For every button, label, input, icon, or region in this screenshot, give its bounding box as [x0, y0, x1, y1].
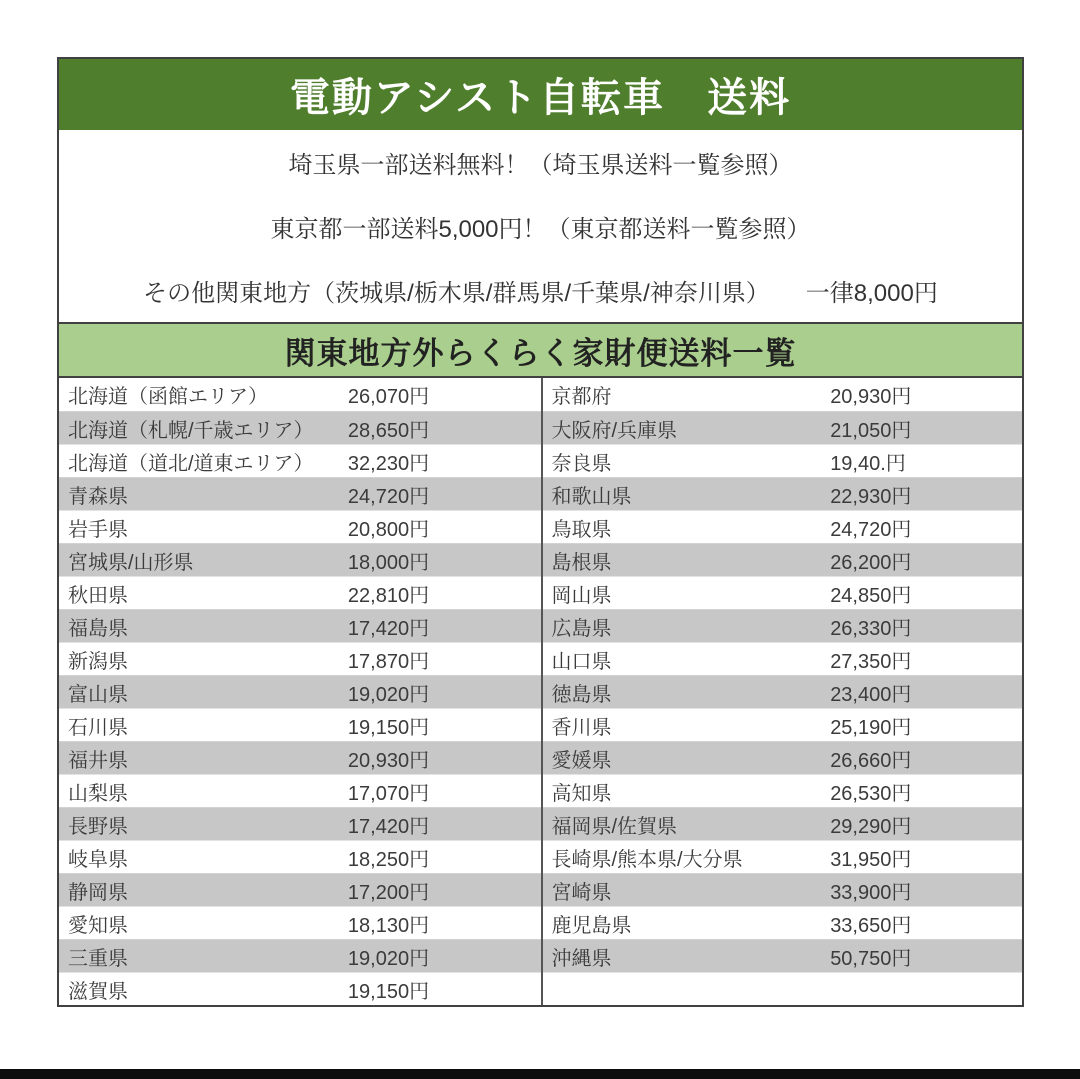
prefecture-cell: 島根県 — [551, 551, 612, 574]
price-cell: 24,720円 — [830, 518, 912, 541]
prefecture-cell: 秋田県 — [68, 584, 128, 607]
table-row — [59, 609, 541, 642]
prefecture-cell: 岩手県 — [68, 518, 128, 541]
prefecture-cell: 愛知県 — [68, 914, 128, 937]
fee-table-right-column — [541, 378, 1023, 1005]
page-title: 電動アシスト自転車 送料 — [289, 76, 792, 120]
price-cell: 31,950円 — [830, 848, 912, 871]
table-row — [59, 741, 541, 774]
prefecture-cell: 徳島県 — [551, 683, 612, 706]
price-cell: 20,800円 — [347, 518, 430, 541]
table-row — [543, 906, 1023, 939]
table-row — [543, 807, 1023, 840]
prefecture-cell: 長崎県/熊本県/大分県 — [551, 848, 743, 871]
price-cell: 20,930円 — [347, 749, 430, 772]
price-cell: 26,530円 — [830, 782, 912, 805]
table-row — [59, 972, 541, 1005]
table-row — [543, 708, 1023, 741]
price-cell: 26,330円 — [830, 617, 912, 640]
table-row — [59, 873, 541, 906]
fee-table — [59, 378, 1022, 1005]
prefecture-cell: 和歌山県 — [551, 485, 632, 508]
prefecture-cell: 奈良県 — [551, 452, 612, 475]
prefecture-cell: 香川県 — [551, 716, 612, 739]
table-row — [543, 576, 1023, 609]
prefecture-cell: 鹿児島県 — [551, 914, 632, 937]
prefecture-cell: 新潟県 — [68, 650, 128, 673]
prefecture-cell: 北海道（道北/道東エリア） — [68, 452, 314, 475]
table-row — [59, 774, 541, 807]
price-cell: 32,230円 — [347, 452, 430, 475]
price-cell: 50,750円 — [830, 947, 912, 970]
price-cell: 19,020円 — [347, 683, 430, 706]
price-cell: 18,130円 — [347, 914, 430, 937]
price-cell: 23,400円 — [830, 683, 912, 706]
price-cell: 29,290円 — [830, 815, 912, 838]
price-cell: 18,000円 — [347, 551, 430, 574]
prefecture-cell: 青森県 — [68, 485, 128, 508]
table-row — [543, 741, 1023, 774]
prefecture-cell: 静岡県 — [68, 881, 128, 904]
prefecture-cell: 滋賀県 — [68, 980, 128, 1003]
price-cell: 24,850円 — [830, 584, 912, 607]
fee-table-left-column — [59, 378, 541, 1005]
prefecture-cell: 岐阜県 — [68, 848, 128, 871]
table-title: 関東地方外らくらく家財便送料一覧 — [284, 335, 797, 371]
prefecture-cell: 北海道（札幌/千歳エリア） — [68, 419, 314, 442]
prefecture-cell: 広島県 — [551, 617, 612, 640]
table-row — [543, 972, 1023, 1005]
price-cell: 20,930円 — [830, 386, 912, 408]
table-row — [543, 378, 1023, 411]
table-row — [59, 576, 541, 609]
prefecture-cell: 愛媛県 — [551, 749, 612, 772]
price-cell: 22,930円 — [830, 485, 912, 508]
price-cell: 33,650円 — [830, 914, 912, 937]
table-row — [543, 609, 1023, 642]
table-row — [59, 642, 541, 675]
prefecture-cell: 大阪府/兵庫県 — [551, 419, 678, 442]
price-cell: 21,050円 — [830, 419, 912, 442]
table-row — [59, 708, 541, 741]
price-cell: 17,200円 — [347, 881, 430, 904]
table-row — [543, 510, 1023, 543]
price-cell: 17,870円 — [347, 650, 430, 673]
price-cell: 26,660円 — [830, 749, 912, 772]
shipping-notes — [59, 130, 1022, 322]
prefecture-cell: 鳥取県 — [551, 518, 612, 541]
page-title-banner — [59, 59, 1022, 130]
prefecture-cell: 高知県 — [551, 782, 612, 805]
prefecture-cell: 長野県 — [68, 815, 128, 838]
price-cell: 19,40.円 — [830, 452, 906, 475]
table-row — [59, 477, 541, 510]
table-row — [59, 510, 541, 543]
table-row — [543, 477, 1023, 510]
price-cell: 33,900円 — [830, 881, 912, 904]
prefecture-cell: 京都府 — [551, 386, 612, 408]
table-row — [59, 807, 541, 840]
table-row — [59, 840, 541, 873]
price-cell: 25,190円 — [830, 716, 912, 739]
prefecture-cell: 沖縄県 — [551, 947, 612, 970]
table-row — [543, 774, 1023, 807]
prefecture-cell: 福岡県/佐賀県 — [551, 815, 678, 838]
price-cell: 17,420円 — [347, 617, 430, 640]
table-row — [59, 378, 541, 411]
table-row — [543, 939, 1023, 972]
prefecture-cell: 北海道（函館エリア） — [68, 386, 268, 408]
table-title-banner — [59, 322, 1022, 378]
price-cell: 17,070円 — [347, 782, 430, 805]
table-row — [543, 444, 1023, 477]
price-cell: 26,070円 — [347, 386, 430, 408]
table-row — [59, 906, 541, 939]
table-row — [543, 873, 1023, 906]
price-cell: 19,150円 — [347, 980, 430, 1003]
price-cell: 17,420円 — [347, 815, 430, 838]
table-row — [543, 411, 1023, 444]
table-row — [59, 411, 541, 444]
prefecture-cell: 宮崎県 — [551, 881, 612, 904]
table-row — [59, 939, 541, 972]
note-saitama: 埼玉県一部送料無料！（埼玉県送料一覧参照） — [288, 151, 793, 179]
prefecture-cell: 富山県 — [68, 683, 128, 706]
prefecture-cell: 福井県 — [68, 749, 128, 772]
price-cell: 19,020円 — [347, 947, 430, 970]
prefecture-cell: 石川県 — [68, 716, 128, 739]
table-row — [59, 543, 541, 576]
table-row — [543, 642, 1023, 675]
table-row — [543, 543, 1023, 576]
content-frame — [57, 57, 1024, 1007]
prefecture-cell: 山梨県 — [68, 782, 128, 805]
table-row — [543, 840, 1023, 873]
note-other-kanto: その他関東地方（茨城県/栃木県/群馬県/千葉県/神奈川県） 一律8,000円 — [143, 279, 938, 307]
price-cell: 26,200円 — [830, 551, 912, 574]
price-cell: 28,650円 — [347, 419, 430, 442]
prefecture-cell: 山口県 — [551, 650, 612, 673]
table-row — [59, 675, 541, 708]
prefecture-cell: 三重県 — [68, 947, 128, 970]
prefecture-cell: 福島県 — [68, 617, 128, 640]
prefecture-cell: 岡山県 — [551, 584, 612, 607]
note-tokyo: 東京都一部送料5,000円！（東京都送料一覧参照） — [270, 215, 811, 243]
price-cell: 18,250円 — [347, 848, 430, 871]
table-row — [543, 675, 1023, 708]
table-row — [59, 444, 541, 477]
prefecture-cell: 宮城県/山形県 — [68, 551, 194, 574]
price-cell: 27,350円 — [830, 650, 912, 673]
price-cell: 24,720円 — [347, 485, 430, 508]
price-cell: 22,810円 — [347, 584, 430, 607]
bottom-black-bar — [0, 1069, 1080, 1079]
price-cell: 19,150円 — [347, 716, 430, 739]
